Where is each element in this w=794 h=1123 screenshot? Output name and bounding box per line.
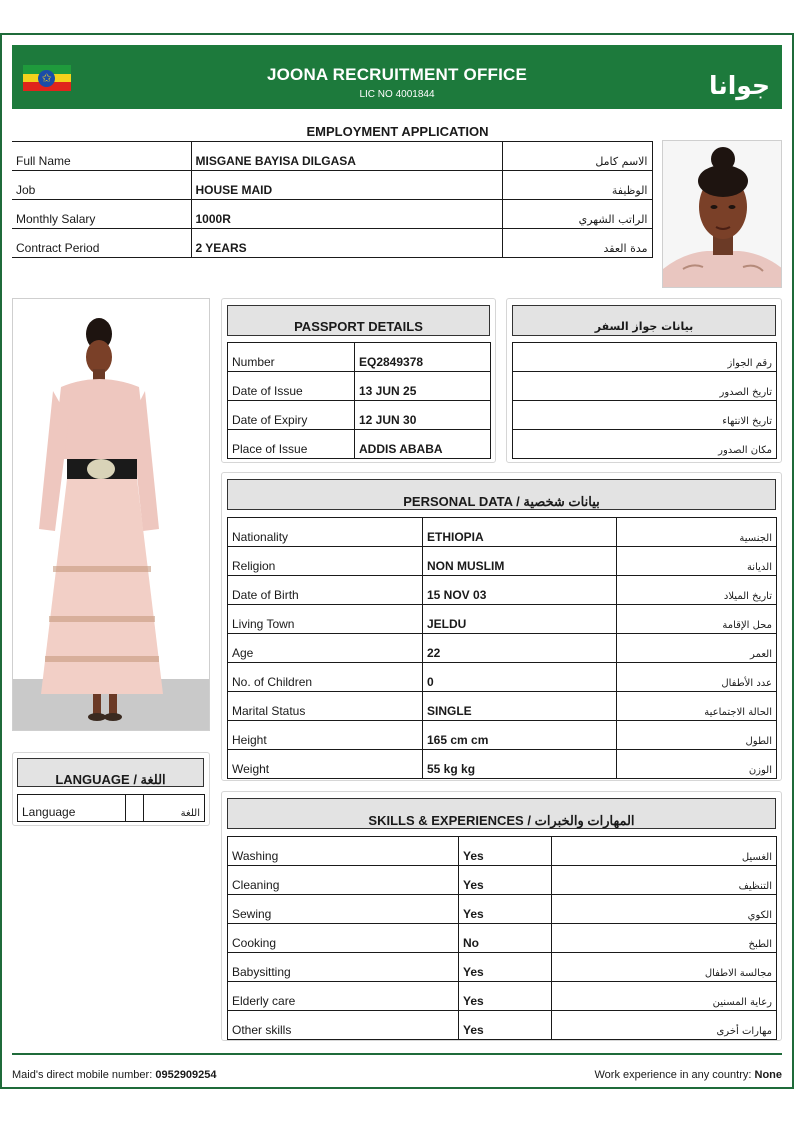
skill-value: Yes xyxy=(459,837,552,866)
field-arabic: مدة العقد xyxy=(502,229,652,258)
table-row xyxy=(228,547,777,576)
personal-label: Nationality xyxy=(228,518,423,547)
personal-label: Weight xyxy=(228,750,423,779)
skill-label: Elderly care xyxy=(228,982,459,1011)
passport-arabic-label: تاريخ الصدور xyxy=(513,372,777,401)
field-label: Monthly Salary xyxy=(12,200,191,229)
mobile-value: 0952909254 xyxy=(155,1069,217,1081)
table-row xyxy=(228,372,491,401)
experience-label: Work experience in any country: xyxy=(594,1069,752,1081)
skills-table xyxy=(227,836,777,1040)
personal-arabic: محل الإقامة xyxy=(617,605,777,634)
skill-value: Yes xyxy=(459,1011,552,1040)
personal-arabic: عدد الأطفال xyxy=(617,663,777,692)
personal-arabic: الجنسية xyxy=(617,518,777,547)
passport-heading: PASSPORT DETAILS xyxy=(227,305,490,336)
personal-value: 55 kg kg xyxy=(423,750,617,779)
table-row xyxy=(228,982,777,1011)
skill-label: Washing xyxy=(228,837,459,866)
table-row xyxy=(18,795,205,822)
skill-label: Cleaning xyxy=(228,866,459,895)
personal-label: Age xyxy=(228,634,423,663)
personal-arabic: العمر xyxy=(617,634,777,663)
skill-arabic: التنظيف xyxy=(552,866,777,895)
field-value: 1000R xyxy=(191,200,502,229)
table-row xyxy=(228,605,777,634)
personal-value: NON MUSLIM xyxy=(423,547,617,576)
language-table xyxy=(17,794,205,822)
ethiopia-flag-icon: ✩ xyxy=(23,65,71,91)
license-number: LIC NO 4001844 xyxy=(359,89,435,100)
mobile-number-line xyxy=(12,1069,217,1081)
personal-value: 0 xyxy=(423,663,617,692)
passport-label: Date of Expiry xyxy=(228,401,355,430)
skill-label: Babysitting xyxy=(228,953,459,982)
passport-arabic-heading: بيانات جواز السفر xyxy=(512,305,776,336)
table-row xyxy=(228,837,777,866)
personal-data-heading: PERSONAL DATA / بيانات شخصية xyxy=(227,479,776,510)
skill-label: Other skills xyxy=(228,1011,459,1040)
field-label: Job xyxy=(12,171,191,200)
passport-value: ADDIS ABABA xyxy=(355,430,491,459)
skill-arabic: الطبخ xyxy=(552,924,777,953)
table-row xyxy=(228,866,777,895)
language-arabic: اللغة xyxy=(144,795,205,822)
portrait-photo xyxy=(662,140,782,288)
passport-arabic-label: مكان الصدور xyxy=(513,430,777,459)
personal-label: Religion xyxy=(228,547,423,576)
table-row xyxy=(228,750,777,779)
table-row xyxy=(228,924,777,953)
skill-arabic: الكوي xyxy=(552,895,777,924)
footer-divider xyxy=(12,1053,782,1055)
passport-value: 12 JUN 30 xyxy=(355,401,491,430)
passport-arabic-table xyxy=(512,342,777,459)
field-label: Full Name xyxy=(12,142,191,171)
personal-value: 22 xyxy=(423,634,617,663)
skill-value: Yes xyxy=(459,866,552,895)
passport-value: 13 JUN 25 xyxy=(355,372,491,401)
language-label: Language xyxy=(18,795,126,822)
table-row xyxy=(12,142,652,171)
skill-label: Cooking xyxy=(228,924,459,953)
personal-arabic: الديانة xyxy=(617,547,777,576)
language-heading: LANGUAGE / اللغة xyxy=(17,758,204,787)
table-row xyxy=(228,518,777,547)
personal-label: No. of Children xyxy=(228,663,423,692)
skill-arabic: رعاية المسنين xyxy=(552,982,777,1011)
field-label: Contract Period xyxy=(12,229,191,258)
office-title: JOONA RECRUITMENT OFFICE xyxy=(266,65,528,84)
personal-value: 15 NOV 03 xyxy=(423,576,617,605)
application-title: EMPLOYMENT APPLICATION xyxy=(306,124,489,139)
table-row xyxy=(513,372,777,401)
personal-label: Living Town xyxy=(228,605,423,634)
skill-arabic: مجالسة الاطفال xyxy=(552,953,777,982)
passport-label: Date of Issue xyxy=(228,372,355,401)
field-value: HOUSE MAID xyxy=(191,171,502,200)
personal-value: ETHIOPIA xyxy=(423,518,617,547)
personal-arabic: الوزن xyxy=(617,750,777,779)
passport-label: Place of Issue xyxy=(228,430,355,459)
table-row xyxy=(228,1011,777,1040)
personal-arabic: الحالة الاجتماعية xyxy=(617,692,777,721)
table-row xyxy=(228,953,777,982)
passport-table xyxy=(227,342,491,459)
office-header xyxy=(12,45,782,109)
field-value: 2 YEARS xyxy=(191,229,502,258)
table-row xyxy=(12,229,652,258)
table-row xyxy=(513,343,777,372)
office-arabic-name: جوانا xyxy=(708,71,770,100)
field-arabic: الراتب الشهري xyxy=(502,200,652,229)
language-value xyxy=(126,795,144,822)
personal-label: Marital Status xyxy=(228,692,423,721)
passport-label: Number xyxy=(228,343,355,372)
passport-arabic-label: رقم الجواز xyxy=(513,343,777,372)
personal-label: Date of Birth xyxy=(228,576,423,605)
skill-label: Sewing xyxy=(228,895,459,924)
table-row xyxy=(228,576,777,605)
table-row xyxy=(12,171,652,200)
personal-value: SINGLE xyxy=(423,692,617,721)
table-row xyxy=(513,401,777,430)
table-row xyxy=(228,401,491,430)
personal-label: Height xyxy=(228,721,423,750)
personal-arabic: الطول xyxy=(617,721,777,750)
personal-value: 165 cm cm xyxy=(423,721,617,750)
mobile-label: Maid's direct mobile number: xyxy=(12,1069,153,1081)
skill-value: Yes xyxy=(459,982,552,1011)
skill-value: Yes xyxy=(459,953,552,982)
full-body-photo xyxy=(12,298,210,731)
table-row xyxy=(228,430,491,459)
personal-data-table xyxy=(227,517,777,779)
table-row xyxy=(228,343,491,372)
table-row xyxy=(228,721,777,750)
skill-value: Yes xyxy=(459,895,552,924)
field-arabic: الاسم كامل xyxy=(502,142,652,171)
field-value: MISGANE BAYISA DILGASA xyxy=(191,142,502,171)
work-experience-line xyxy=(595,1069,783,1081)
skill-arabic: مهارات أخرى xyxy=(552,1011,777,1040)
table-row xyxy=(513,430,777,459)
passport-arabic-label: تاريخ الانتهاء xyxy=(513,401,777,430)
table-row xyxy=(228,692,777,721)
table-row xyxy=(12,200,652,229)
main-fields-table xyxy=(12,141,653,258)
passport-value: EQ2849378 xyxy=(355,343,491,372)
table-row xyxy=(228,634,777,663)
table-row xyxy=(228,895,777,924)
table-row xyxy=(228,663,777,692)
skill-value: No xyxy=(459,924,552,953)
skills-heading: SKILLS & EXPERIENCES / المهارات والخبرات xyxy=(227,798,776,829)
experience-value: None xyxy=(754,1069,782,1081)
skill-arabic: الغسيل xyxy=(552,837,777,866)
personal-arabic: تاريخ الميلاد xyxy=(617,576,777,605)
field-arabic: الوظيفة xyxy=(502,171,652,200)
personal-value: JELDU xyxy=(423,605,617,634)
